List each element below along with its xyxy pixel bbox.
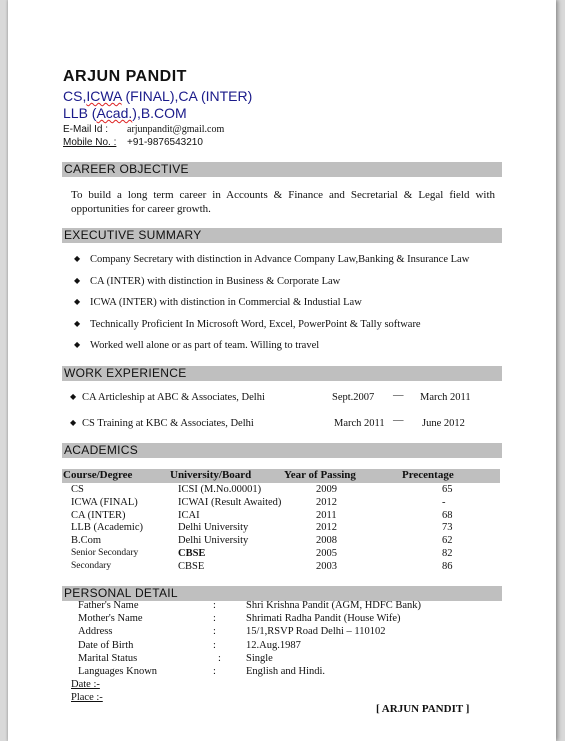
personal-label: Address <box>78 626 113 638</box>
resume-page <box>8 0 556 741</box>
personal-label: Date of Birth <box>78 639 134 651</box>
section-personal-detail: PERSONAL DETAIL <box>62 586 502 601</box>
email-value[interactable]: arjunpandit@gmail.com <box>127 124 225 135</box>
cell-year: 2012 <box>316 496 337 508</box>
work-from: Sept.2007 <box>332 392 375 403</box>
col-university: University/Board <box>170 469 252 481</box>
personal-value: 15/1,RSVP Road Delhi – 110102 <box>246 626 386 638</box>
bullet-icon: ◆ <box>74 297 81 306</box>
personal-value: English and Hindi. <box>246 666 326 677</box>
bullet-icon: ◆ <box>74 340 81 349</box>
cell-university: CBSE <box>178 548 206 559</box>
personal-colon: : <box>213 600 216 611</box>
cell-course: Secondary <box>71 560 112 571</box>
cell-year: 2009 <box>316 484 337 495</box>
cell-percentage: 65 <box>442 484 453 495</box>
cell-university: Delhi University <box>178 535 249 547</box>
career-objective-text: To build a long term career in Accounts & Finance and Secretarial & Legal field with opportunities for career growth. <box>71 189 495 215</box>
work-to: March 2011 <box>420 392 471 403</box>
bullet-icon: ◆ <box>74 276 81 285</box>
cell-percentage: 62 <box>442 535 453 547</box>
cell-university: ICWAI (Result Awaited) <box>178 496 282 508</box>
candidate-name: ARJUN PANDIT <box>63 68 187 85</box>
work-dash: — <box>393 390 404 401</box>
personal-colon: : <box>218 652 221 664</box>
qualification-line-1: CS,ICWA (FINAL),CA (INTER) <box>63 88 253 104</box>
personal-colon: : <box>213 626 216 638</box>
personal-colon: : <box>213 639 216 651</box>
cell-course: ICWA (FINAL) <box>71 496 138 508</box>
cell-percentage: 73 <box>442 522 453 534</box>
personal-label: Father's Name <box>78 600 139 611</box>
summary-item: ◆ CA (INTER) with distinction in Business & Corporate Law <box>74 276 341 287</box>
personal-colon: : <box>213 613 216 625</box>
email-line: E-Mail Id : arjunpandit@gmail.com <box>63 124 225 135</box>
cell-year: 2011 <box>316 509 337 521</box>
bullet-icon: ◆ <box>70 418 77 427</box>
summary-item: ◆ ICWA (INTER) with distinction in Commercial & Industial Law <box>74 297 362 308</box>
bullet-icon: ◆ <box>74 319 81 328</box>
cell-year: 2005 <box>316 548 337 559</box>
signature: [ ARJUN PANDIT ] <box>376 703 470 715</box>
work-from: March 2011 <box>334 418 385 429</box>
personal-label: Marital Status <box>78 652 138 664</box>
cell-university: ICSI (M.No.00001) <box>178 484 262 495</box>
cell-course: Senior Secondary <box>71 548 139 558</box>
section-academics: ACADEMICS <box>62 443 502 458</box>
personal-value: Shrimati Radha Pandit (House Wife) <box>246 613 401 625</box>
personal-value: Shri Krishna Pandit (AGM, HDFC Bank) <box>246 600 421 611</box>
personal-value: Single <box>246 652 273 664</box>
cell-course: LLB (Academic) <box>71 522 144 534</box>
cell-year: 2003 <box>316 560 337 572</box>
personal-label: Mother's Name <box>78 613 143 625</box>
section-work-experience: WORK EXPERIENCE <box>62 366 502 381</box>
bullet-icon: ◆ <box>74 254 81 263</box>
bullet-icon: ◆ <box>70 392 77 401</box>
cell-university: Delhi University <box>178 522 249 534</box>
personal-colon: : <box>213 666 216 677</box>
cell-percentage: 86 <box>442 560 453 572</box>
cell-university: ICAI <box>178 509 200 521</box>
work-item: ◆ CS Training at KBC & Associates, Delhi <box>70 418 254 429</box>
work-dash: — <box>393 415 404 426</box>
work-to: June 2012 <box>422 418 465 429</box>
cell-percentage: - <box>442 496 446 508</box>
cell-course: CS <box>71 484 84 495</box>
cell-percentage: 82 <box>442 548 453 559</box>
section-career-objective: CAREER OBJECTIVE <box>62 162 502 177</box>
summary-item: ◆ Technically Proficient In Microsoft Word, Excel, PowerPoint & Tally software <box>74 319 421 330</box>
cell-course: B.Com <box>71 535 102 547</box>
work-item: ◆ CA Articleship at ABC & Associates, Delhi <box>70 392 265 403</box>
mobile-value: +91-9876543210 <box>127 137 203 148</box>
personal-label: Languages Known <box>78 666 158 677</box>
mobile-line: Mobile No. : +91-9876543210 <box>63 137 203 148</box>
personal-value: 12.Aug.1987 <box>246 639 301 651</box>
summary-item: ◆ Company Secretary with distinction in Advance Company Law,Banking & Insurance Law <box>74 254 470 265</box>
cell-university: CBSE <box>178 560 205 572</box>
qualification-line-2: LLB (Acad.),B.COM <box>63 105 187 121</box>
summary-item: ◆ Worked well alone or as part of team. Willing to travel <box>74 340 320 351</box>
section-executive-summary: EXECUTIVE SUMMARY <box>62 228 502 243</box>
cell-year: 2012 <box>316 522 337 534</box>
cell-percentage: 68 <box>442 509 453 521</box>
col-percentage: Precentage <box>402 469 454 481</box>
date-label: Date :- <box>71 679 100 690</box>
col-course: Course/Degree <box>63 469 133 481</box>
col-year: Year of Passing <box>284 469 356 481</box>
cell-year: 2008 <box>316 535 337 547</box>
cell-course: CA (INTER) <box>71 509 126 521</box>
place-label: Place :- <box>71 692 103 703</box>
